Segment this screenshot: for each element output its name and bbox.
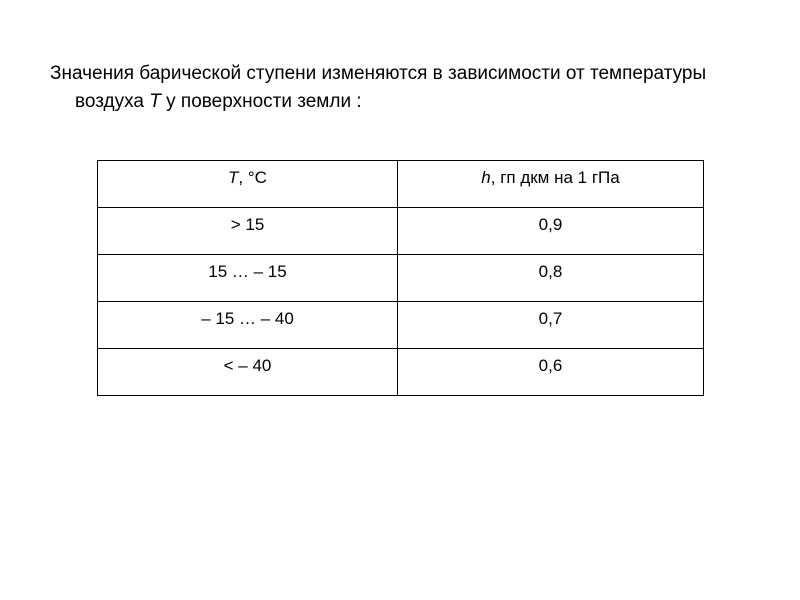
table-header-row (98, 161, 704, 208)
header-baric-step-unit: , гп дкм на 1 гПа (490, 168, 620, 187)
baric-step-cell: 0,6 (398, 349, 704, 396)
header-baric-step (398, 161, 704, 208)
temperature-cell: – 15 … – 40 (98, 302, 398, 349)
baric-step-cell: 0,7 (398, 302, 704, 349)
header-temperature-unit: , °C (238, 168, 267, 187)
temperature-cell: 15 … – 15 (98, 255, 398, 302)
table-row (98, 255, 704, 302)
table-row (98, 302, 704, 349)
table-row (98, 349, 704, 396)
intro-line-2-end: у поверхности земли : (166, 91, 362, 112)
temperature-cell: < – 40 (98, 349, 398, 396)
header-temperature (98, 161, 398, 208)
intro-line-2 (50, 88, 770, 116)
baric-step-cell: 0,8 (398, 255, 704, 302)
temperature-cell: > 15 (98, 208, 398, 255)
table-row (98, 208, 704, 255)
baric-step-cell: 0,9 (398, 208, 704, 255)
header-temperature-var: T (228, 168, 239, 187)
intro-text (50, 60, 770, 116)
header-baric-step-var: h (481, 168, 491, 187)
baric-step-table (97, 160, 704, 396)
temperature-variable: T (149, 91, 161, 112)
intro-line-1: Значения барической ступени изменяются в зависимости от температуры (50, 63, 707, 84)
intro-line-2-start: воздуха (75, 91, 150, 112)
